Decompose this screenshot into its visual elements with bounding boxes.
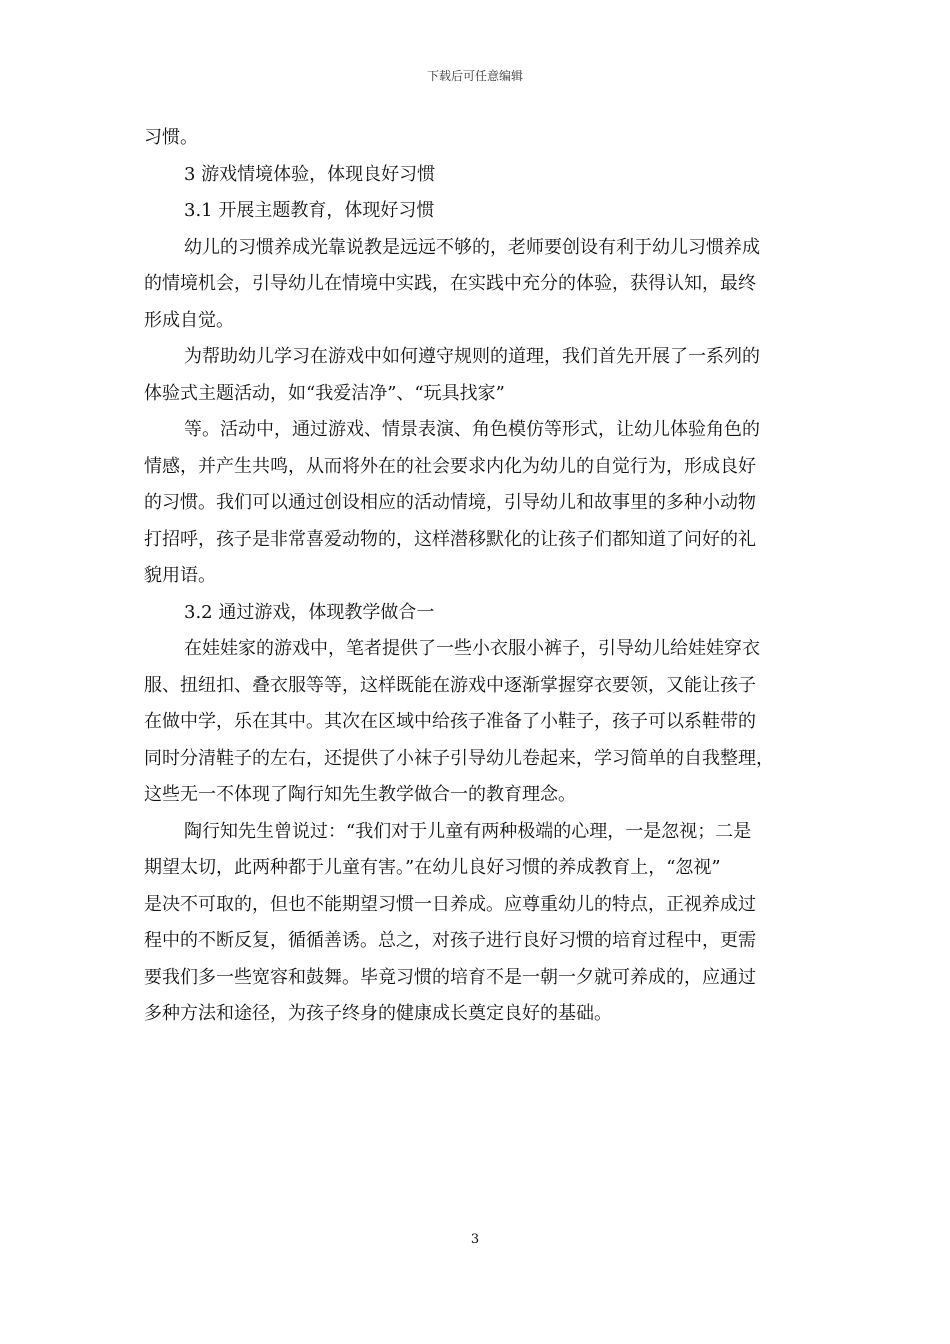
text-line: 在娃娃家的游戏中，笔者提供了一些小衣服小裤子，引导幼儿给娃娃穿衣 — [184, 638, 760, 659]
text-line: 习惯。 — [144, 127, 198, 148]
text-line: 情感，并产生共鸣，从而将外在的社会要求内化为幼儿的自觉行为，形成良好 — [144, 455, 756, 477]
text-line: 在做中学，乐在其中。其次在区域中给孩子准备了小鞋子，孩子可以系鞋带的 — [144, 711, 756, 732]
text-line: 是决不可取的，但也不能期望习惯一日养成。应尊重幼儿的特点，正视养成过 — [144, 893, 756, 915]
text-line: 体验式主题活动，如“我爱洁净”、“玩具找家” — [144, 382, 505, 404]
text-line: 这些无一不体现了陶行知先生教学做合一的教育理念。 — [144, 784, 576, 805]
text-line: 多种方法和途径，为孩子终身的健康成长奠定良好的基础。 — [144, 1003, 612, 1024]
text-line: 幼儿的习惯养成光靠说教是远远不够的，老师要创设有利于幼儿习惯养成 — [184, 236, 760, 258]
page-number: 3 — [470, 1232, 480, 1247]
text-line: 期望太切，此两种都于儿童有害。”在幼儿良好习惯的养成教育上，“忽视” — [144, 857, 721, 878]
text-line: 3 游戏情境体验，体现良好习惯 — [184, 163, 436, 185]
text-line: 打招呼，孩子是非常喜爱动物的，这样潜移默化的让孩子们都知道了问好的礼 — [144, 528, 756, 550]
text-line: 同时分清鞋子的左右，还提供了小袜子引导幼儿卷起来，学习简单的自我整理， — [144, 747, 774, 769]
document-body — [144, 120, 808, 1033]
text-line: 貌用语。 — [144, 565, 216, 586]
page-header: 下载后可任意编辑 — [426, 69, 523, 83]
text-line: 3.2 通过游戏，体现教学做合一 — [184, 601, 435, 623]
text-line: 3.1 开展主题教育，体现好习惯 — [184, 200, 435, 221]
text-line: 要我们多一些宽容和鼓舞。毕竟习惯的培育不是一朝一夕就可养成的，应通过 — [144, 966, 756, 988]
text-line: 等。活动中，通过游戏、情景表演、角色模仿等形式，让幼儿体验角色的 — [184, 419, 760, 440]
text-line: 的情境机会，引导幼儿在情境中实践，在实践中充分的体验，获得认知，最终 — [144, 273, 756, 294]
text-line: 为帮助幼儿学习在游戏中如何遵守规则的道理，我们首先开展了一系列的 — [184, 346, 760, 367]
text-line: 陶行知先生曾说过：“我们对于儿童有两种极端的心理，一是忽视；二是 — [184, 820, 752, 842]
text-line: 形成自觉。 — [144, 309, 234, 331]
text-line: 程中的不断反复，循循善诱。总之，对孩子进行良好习惯的培育过程中，更需 — [144, 930, 756, 951]
text-line: 服、扭纽扣、叠衣服等等，这样既能在游戏中逐渐掌握穿衣要领，又能让孩子 — [144, 674, 756, 696]
text-line: 的习惯。我们可以通过创设相应的活动情境，引导幼儿和故事里的多种小动物 — [144, 492, 756, 513]
